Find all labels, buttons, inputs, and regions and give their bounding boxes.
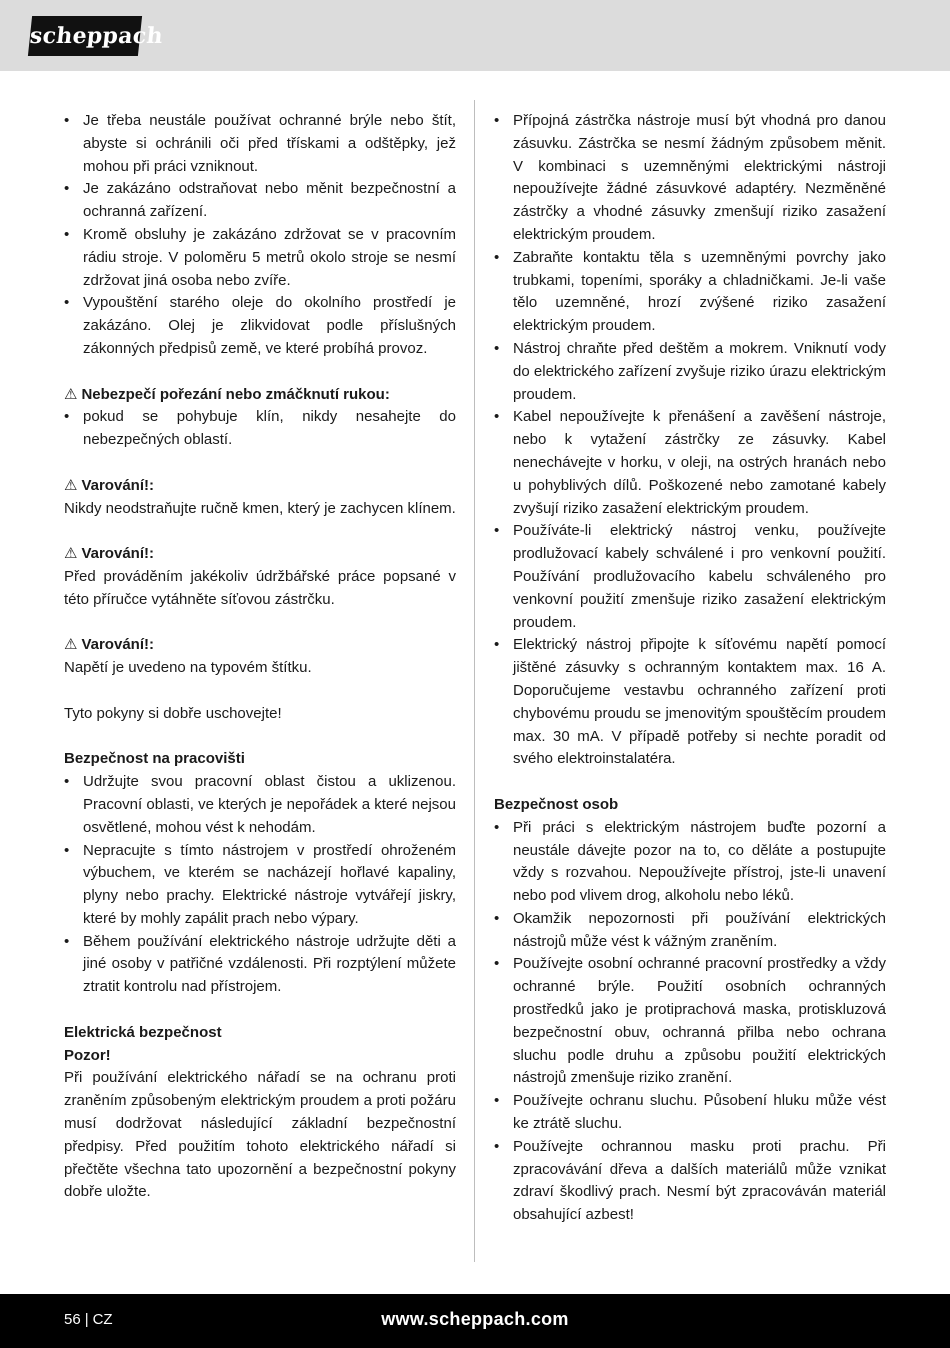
list-item: • Udržujte svou pracovní oblast čistou a uklizenou. Pracovní oblasti, ve kterých je nepořádek a které nejsou osvětlené, mohou vést k nehodám. [64,771,456,839]
electrical-bullet-list [494,110,886,771]
warning-heading [64,634,456,657]
list-item: • Kabel nepoužívejte k přenášení a zavěšení nástroje, nebo k vytažení zástrčky ze zásuvky. Kabel nenechávejte v horku, v oleji, na ostrých hranách nebo u pohyblivých dílů. Poškozené nebo zamotané kabely zvyšují riziko zasažení elektrickým proudem. [494,406,886,520]
footer-bar [0,1294,950,1348]
header-bar [0,0,950,71]
warning-triangle-icon: ⚠ [64,636,78,654]
list-item: • Vypouštění starého oleje do okolního prostředí je zakázáno. Olej je zlikvidovat podle příslušných zákonných předpisů země, ve které probíhá provoz. [64,292,456,360]
warning-text: Před prováděním jakékoliv údržbářské práce popsané v této příručce vytáhněte síťovou zástrčku. [64,567,456,608]
list-item: • Přípojná zástrčka nástroje musí být vhodná pro danou zásuvku. Zástrčka se nesmí žádným způsobem měnit. V kombinaci s uzemněnými elektrickými nástroji nepoužívejte žádné zásuvkové adaptéry. Nezměněné zástrčky a vhodné zásuvky zmenšují riziko zasažení elektrickým proudem. [494,110,886,247]
electrical-safety-text: Při používání elektrického nářadí se na ochranu proti zraněním způsobeným elektrickým proudem a proti požáru musí dodržovat následující základní bezpečnostní předpisy. Před použitím tohoto elektrického nářadí si přečtěte všechna tato upozornění a bezpečnostní pokyny dobře uložte. [64,1069,456,1201]
list-item: • Je zakázáno odstraňovat nebo měnit bezpečnostní a ochranná zařízení. [64,178,456,224]
warning-triangle-icon: ⚠ [64,545,78,563]
page-separator: | [84,1311,89,1328]
keep-instructions-text: Tyto pokyny si dobře uschovejte! [64,704,282,722]
list-item: • Zabraňte kontaktu těla s uzemněnými povrchy jako trubkami, topeními, sporáky a chladničkami. Je-li vaše tělo uzemněné, hrozí zvýšené riziko zasažení elektrickým proudem. [494,247,886,338]
warning-text: Nikdy neodstraňujte ručně kmen, který je zachycen klínem. [64,499,456,517]
warning-triangle-icon: ⚠ [64,385,78,403]
list-item: • Používáte-li elektrický nástroj venku, používejte prodlužovací kabely schválené i pro venkovní použití. Používání prodlužovacího kabelu schváleného pro venkovní použití zmenšuje riziko zasažení elektrickým proudem. [494,520,886,634]
list-item: • pokud se pohybuje klín, nikdy nesahejte do nebezpečných oblastí. [64,406,456,452]
list-item: • Používejte osobní ochranné pracovní prostředky a vždy ochranné brýle. Použití osobních ochranných prostředků jako je protiprachová maska, protiskluzová bezpečnostní obuv, ochranná přilba nebo ochrana sluchu podle druhu a způsobu použití elektrických nástrojů zmenšuje riziko zranění. [494,953,886,1090]
warning-text: Napětí je uvedeno na typovém štítku. [64,659,312,677]
list-item: • Je třeba neustále používat ochranné brýle nebo štít, abyste si ochránili oči před třískami a odštěpky, jež mohou při práci vzniknout. [64,110,456,178]
list-item: • Kromě obsluhy je zakázáno zdržovat se v pracovním rádiu stroje. V poloměru 5 metrů okolo stroje se nesmí zdržovat jiná osoba nebo zvíře. [64,224,456,292]
list-item: • Elektrický nástroj připojte k síťovému napětí pomocí jištěné zásuvky s ochranným kontaktem max. 16 A. Doporučujeme vestavbu ochranného zařízení proti chybovému proudu se jmenovitým spouštěcím proudem max. 30 mA. V případě potřeby si nechte poradit od svého elektroinstalatéra. [494,634,886,771]
list-item: • Používejte ochranu sluchu. Působení hluku může vést ke ztrátě sluchu. [494,1090,886,1136]
workplace-bullet-list [64,771,456,999]
list-item: • Nepracujte s tímto nástrojem v prostředí ohroženém výbuchem, ve kterém se nacházejí hořlavé kapaliny, plyny nebo prachy. Elektrické nástroje vytvářejí jiskry, které by mohly zapálit prach nebo výpary. [64,840,456,931]
workplace-safety-heading: Bezpečnost na pracovišti [64,750,245,768]
list-item: • Nástroj chraňte před deštěm a mokrem. Vniknutí vody do elektrického zařízení zvyšuje riziko úrazu elektrickým proudem. [494,338,886,406]
cut-danger-heading [64,384,456,407]
electrical-safety-heading: Elektrická bezpečnost [64,1023,222,1041]
language-code: CZ [92,1311,113,1328]
list-item: • Při práci s elektrickým nástrojem buďte pozorní a neustále dávejte pozor na to, co děláte a postupujte vždy s rozvahou. Nepoužívejte přístroj, jste-li unavení nebo pod vlivem drog, alkoholu nebo léků. [494,817,886,908]
list-item: • Během používání elektrického nástroje udržujte děti a jiné osoby v patřičné vzdálenosti. Při rozptýlení můžete ztratit kontrolu nad přístrojem. [64,931,456,999]
website-url: www.scheppach.com [381,1309,569,1329]
list-item: • Používejte ochrannou masku proti prachu. Při zpracovávání dřeva a dalších materiálů může vznikat zdraví škodlivý prach. Nesmí být zpracováván materiál obsahující azbest! [494,1136,886,1227]
intro-bullet-list [64,110,456,361]
cut-bullet-list [64,406,456,452]
page-number: 56 [64,1311,81,1328]
scheppach-logo: scheppach [28,16,142,56]
cut-danger-heading-text: Nebezpečí pořezání nebo zmáčknutí rukou: [81,385,390,403]
left-column [64,110,456,1204]
column-divider [474,100,475,1262]
warning-triangle-icon: ⚠ [64,476,78,494]
personal-safety-heading: Bezpečnost osob [494,795,619,813]
warning-heading-text: Varování!: [81,636,154,654]
warning-heading [64,543,456,566]
caution-heading: Pozor! [64,1046,111,1064]
warning-heading-text: Varování!: [81,476,154,494]
list-item: • Okamžik nepozornosti při používání elektrických nástrojů může vést k vážným zraněním. [494,908,886,954]
warning-heading [64,475,456,498]
right-column [494,110,886,1227]
warning-heading-text: Varování!: [81,545,154,563]
personal-bullet-list [494,817,886,1227]
